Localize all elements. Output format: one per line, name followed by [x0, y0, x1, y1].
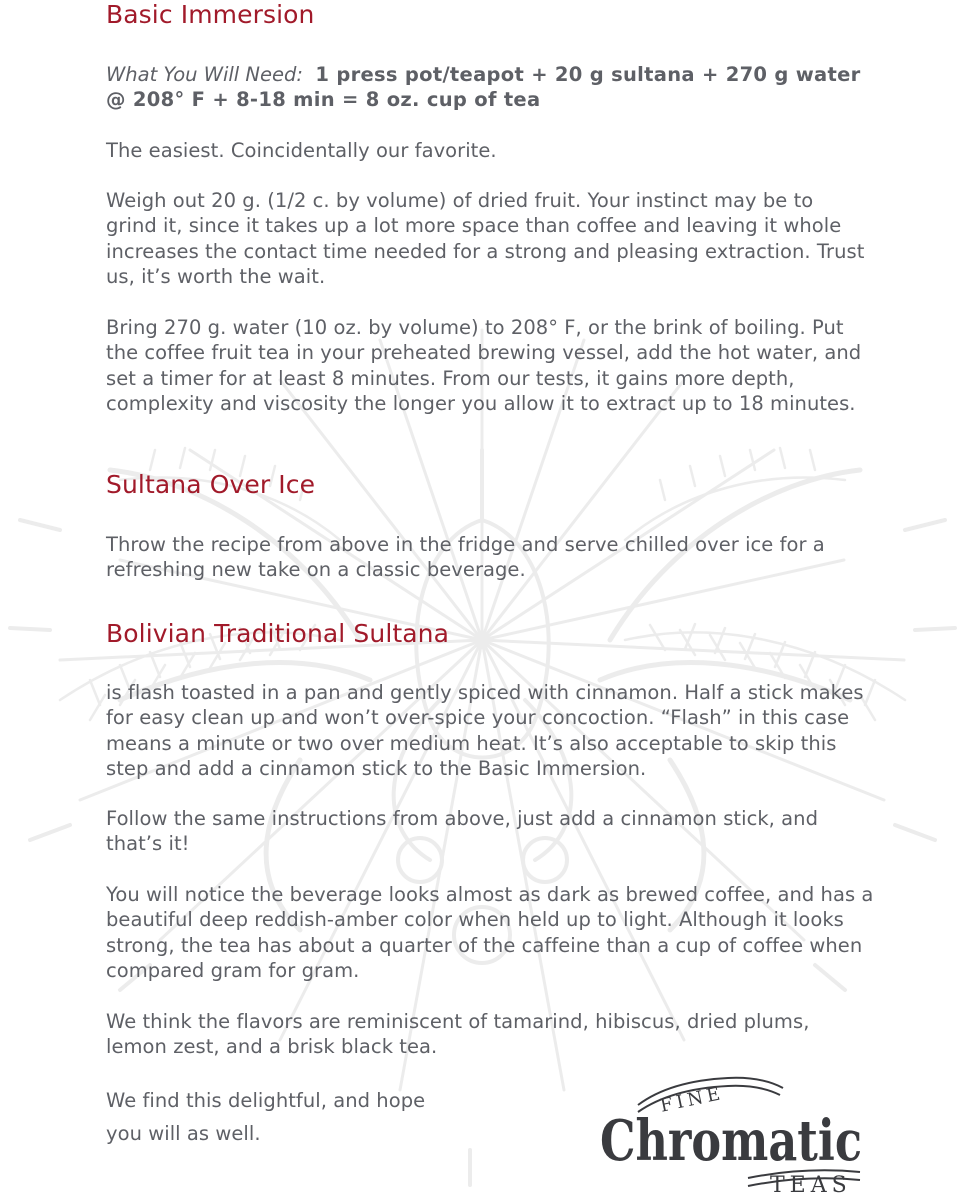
bolivian-paragraph-1: is flash toasted in a pan and gently spiced with cinnamon. Half a stick makes for easy clean up and won’t over-spice your concoction. “Flash” in this case means a minute or two over medium heat. It’s also acceptable to skip this step and add a cinnamon stick to the Basic Immersion. [106, 681, 864, 781]
basic-paragraph-1: The easiest. Coincidentally our favorite. [106, 139, 497, 162]
logo-teas: TEAS [770, 1173, 852, 1198]
basic-paragraph-3: Bring 270 g. water (10 oz. by volume) to 208° F, or the brink of boiling. Put the coffee fruit tea in your preheated brewing vessel, add the hot water, and set a timer for at least 8 minutes. From our tests, it gains more depth, complexity and viscosity the longer you allow it to extract up to 18 minutes. [106, 316, 862, 416]
logo-chromatic: Chromatic [600, 1108, 862, 1174]
logo-fine: FINE [658, 1082, 726, 1117]
ice-paragraph: Throw the recipe from above in the fridge and serve chilled over ice for a refreshing new take on a classic beverage. [106, 533, 825, 582]
bolivian-paragraph-2: Follow the same instructions from above, just add a cinnamon stick, and that’s it! [106, 807, 819, 856]
need-label: What You Will Need: [106, 63, 303, 86]
sultana-over-ice-heading: Sultana Over Ice [106, 470, 316, 499]
basic-paragraph-2: Weigh out 20 g. (1/2 c. by volume) of dried fruit. Your instinct may be to grind it, since it takes up a lot more space than coffee and leaving it whole increases the contact time needed for a strong and pleasing extraction. Trust us, it’s worth the wait. [106, 189, 865, 289]
what-you-will-need-line [106, 62, 866, 113]
bolivian-paragraph-3: You will notice the beverage looks almost as dark as brewed coffee, and has a beautiful deep reddish-amber color when held up to light. Although it looks strong, the tea has about a quarter of the caffeine than a cup of coffee when compared gram for gram. [106, 883, 874, 983]
closing-paragraph: We find this delightful, and hope you will as well. [106, 1089, 426, 1145]
basic-immersion-heading: Basic Immersion [106, 0, 315, 29]
bolivian-traditional-heading: Bolivian Traditional Sultana [106, 619, 450, 648]
chromatic-teas-logo [598, 1060, 868, 1198]
bolivian-paragraph-4: We think the flavors are reminiscent of tamarind, hibiscus, dried plums, lemon zest, and a brisk black tea. [106, 1010, 810, 1059]
need-value: 1 press pot/teapot + 20 g sultana + 270 g water @ 208° F + 8-18 min = 8 oz. cup of tea [106, 63, 861, 112]
